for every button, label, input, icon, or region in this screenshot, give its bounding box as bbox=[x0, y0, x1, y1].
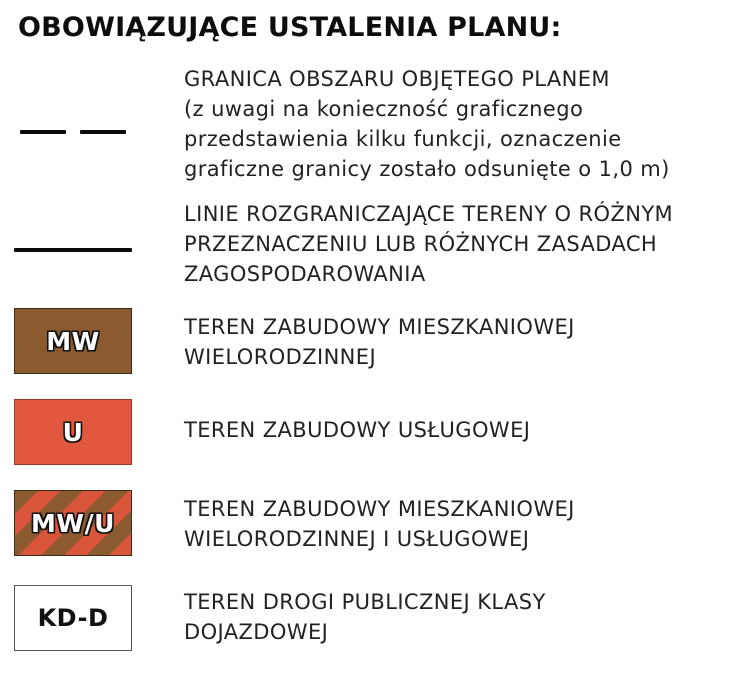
legend-item-demarcation-lines bbox=[0, 199, 744, 294]
dashed-line-symbol bbox=[20, 130, 130, 136]
description-line: WIELORODZINNEJ I USŁUGOWEJ bbox=[184, 527, 530, 551]
u-color-swatch bbox=[14, 399, 132, 465]
description-line: ZAGOSPODAROWANIA bbox=[184, 262, 426, 286]
dash-segment bbox=[20, 130, 66, 134]
kd-d-swatch bbox=[14, 585, 132, 651]
legend-item-kd-d bbox=[0, 585, 744, 655]
legend-item-description bbox=[184, 494, 575, 554]
legend-title: OBOWIĄZUJĄCE USTALENIA PLANU: bbox=[18, 12, 562, 43]
legend-item-plan-boundary bbox=[0, 64, 744, 189]
legend-item-description bbox=[184, 199, 673, 289]
mw-u-striped-swatch bbox=[14, 490, 132, 556]
description-line: DOJAZDOWEJ bbox=[184, 620, 329, 644]
legend-item-description bbox=[184, 64, 670, 184]
description-line: przedstawienia kilku funkcji, oznaczenie bbox=[184, 127, 622, 151]
description-line: LINIE ROZGRANICZAJĄCE TERENY O RÓŻNYM bbox=[184, 202, 674, 226]
legend-item-description bbox=[184, 587, 546, 647]
description-line: TEREN DROGI PUBLICZNEJ KLASY bbox=[184, 590, 546, 614]
zone-code-label: MW bbox=[46, 326, 100, 356]
description-line: (z uwagi na konieczność graficznego bbox=[184, 97, 584, 121]
description-line: TEREN ZABUDOWY USŁUGOWEJ bbox=[184, 418, 531, 442]
description-line: TEREN ZABUDOWY MIESZKANIOWEJ bbox=[184, 315, 575, 339]
description-line: PRZEZNACZENIU LUB RÓŻNYCH ZASADACH bbox=[184, 232, 658, 256]
description-line: graficzne granicy zostało odsunięte o 1,0 m) bbox=[184, 157, 670, 181]
zone-code-label: U bbox=[62, 417, 84, 447]
legend-item-mw bbox=[0, 308, 744, 378]
description-line: TEREN ZABUDOWY MIESZKANIOWEJ bbox=[184, 497, 575, 521]
zone-code-label: MW/U bbox=[31, 508, 115, 538]
dash-segment bbox=[80, 130, 126, 134]
zone-code-label: KD-D bbox=[37, 604, 109, 632]
legend-item-description bbox=[184, 415, 530, 445]
legend-item-u bbox=[0, 399, 744, 469]
legend-item-description bbox=[184, 312, 575, 372]
solid-line-symbol bbox=[14, 248, 132, 252]
description-line: GRANICA OBSZARU OBJĘTEGO PLANEM bbox=[184, 67, 610, 91]
mw-color-swatch bbox=[14, 308, 132, 374]
description-line: WIELORODZINNEJ bbox=[184, 345, 377, 369]
legend-item-mw-u bbox=[0, 490, 744, 560]
